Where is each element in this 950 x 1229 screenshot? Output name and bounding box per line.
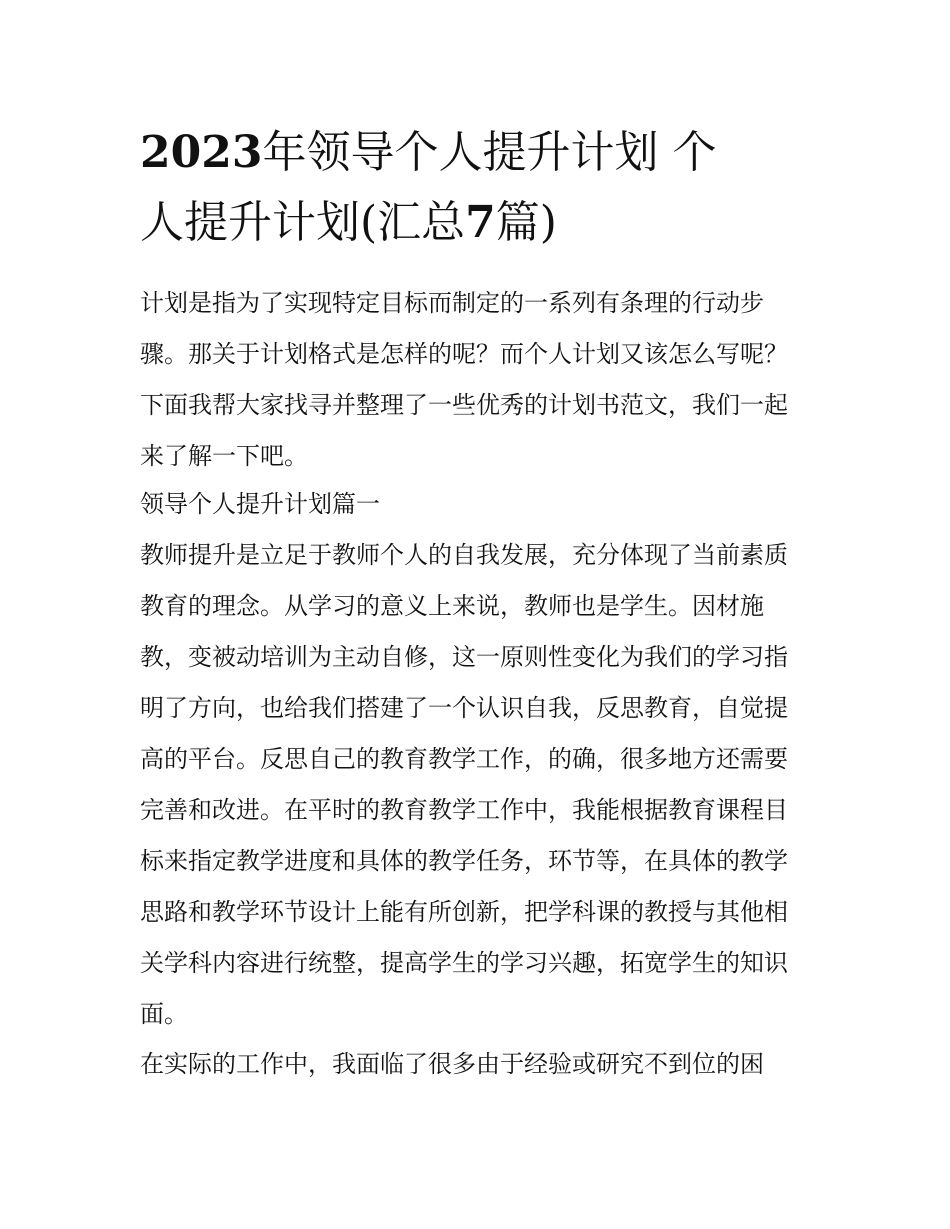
- title-line-1-text: 年领导个人提升计划 个: [262, 127, 717, 178]
- title-line-1: [140, 118, 820, 188]
- paragraph-line: 教，变被动培训为主动自修，这一原则性变化为我们的学习指: [140, 643, 788, 671]
- body-paragraph-2: [140, 1039, 820, 1090]
- section-heading: 领导个人提升计划篇一: [140, 490, 380, 518]
- intro-line: 来了解一下吧。: [140, 442, 308, 470]
- intro-line: 下面我帮大家找寻并整理了一些优秀的计划书范文，我们一起: [140, 391, 788, 419]
- title-line-2-tail: 篇): [495, 197, 557, 248]
- intro-line: 骤。那关于计划格式是怎样的呢？而个人计划又该怎么写呢？: [140, 340, 788, 368]
- paragraph-line: 关学科内容进行统整，提高学生的学习兴趣，拓宽学生的知识: [140, 949, 788, 977]
- paragraph-line: 明了方向，也给我们搭建了一个认识自我，反思教育，自觉提: [140, 694, 788, 722]
- paragraph-line: 在实际的工作中，我面临了很多由于经验或研究不到位的困: [140, 1050, 764, 1078]
- title-year: 2023: [140, 127, 263, 178]
- paragraph-line: 标来指定教学进度和具体的教学任务，环节等，在具体的教学: [140, 847, 788, 875]
- paragraph-line: 面。: [140, 1000, 188, 1028]
- paragraph-line: 教育的理念。从学习的意义上来说，教师也是学生。因材施: [140, 592, 764, 620]
- paragraph-line: 完善和改进。在平时的教育教学工作中，我能根据教育课程目: [140, 796, 788, 824]
- paragraph-line: 思路和教学环节设计上能有所创新，把学科课的教授与其他相: [140, 898, 788, 926]
- title-count: 7: [465, 197, 496, 248]
- intro-line: 计划是指为了实现特定目标而制定的一系列有条理的行动步: [140, 289, 764, 317]
- title-line-2: [140, 188, 820, 258]
- title-line-2-text: 人提升计划(汇总: [140, 197, 466, 248]
- intro-paragraph: [140, 278, 820, 482]
- document-title: [140, 118, 820, 258]
- paragraph-line: 教师提升是立足于教师个人的自我发展，充分体现了当前素质: [140, 541, 788, 569]
- body-paragraph-1: [140, 530, 820, 1040]
- paragraph-line: 高的平台。反思自己的教育教学工作，的确，很多地方还需要: [140, 745, 788, 773]
